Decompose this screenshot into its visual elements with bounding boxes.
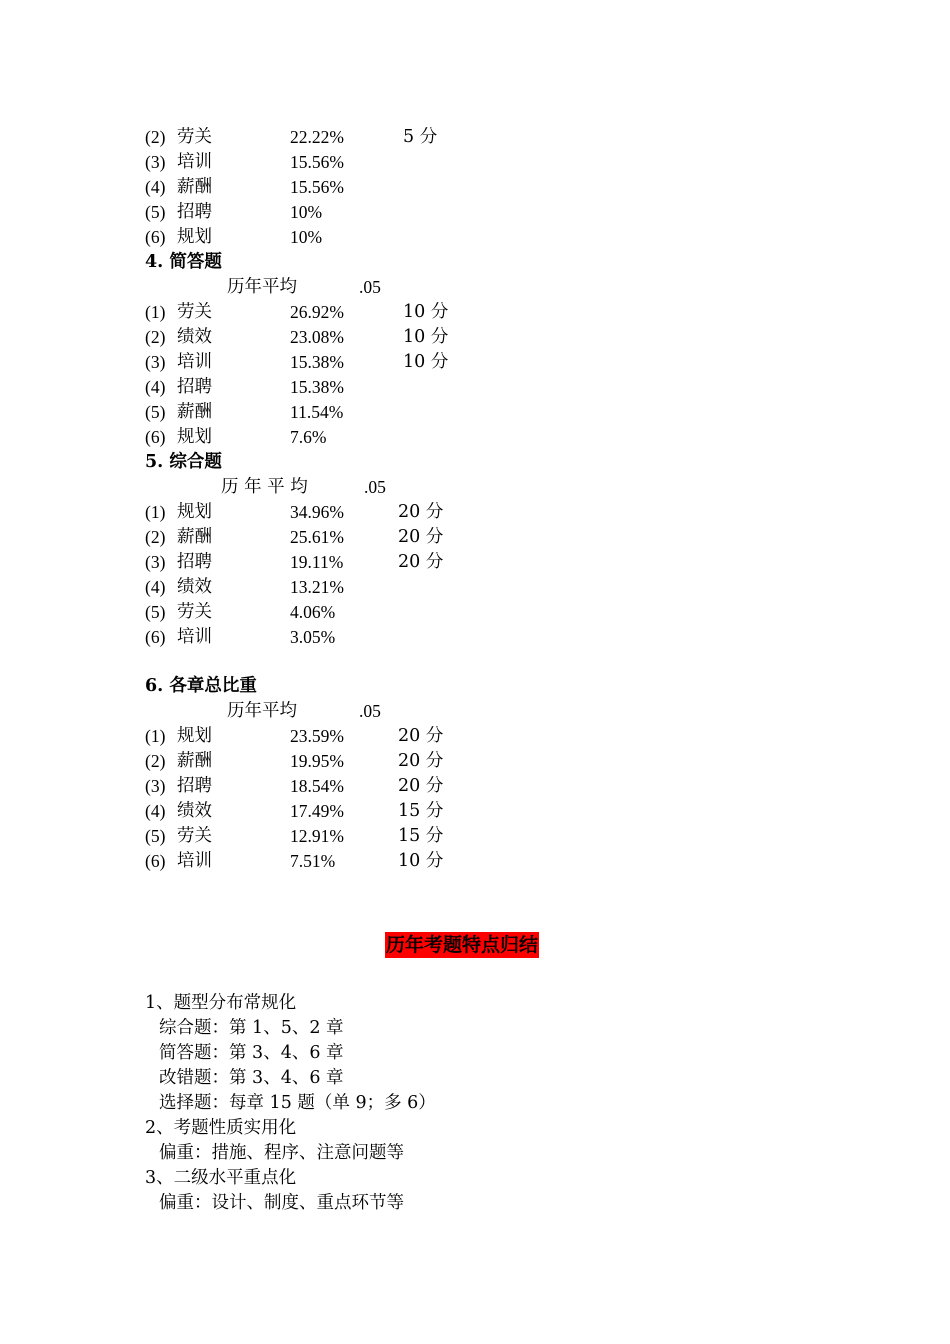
chapter-name: 招聘 (177, 552, 212, 572)
table-row (145, 849, 645, 874)
chapter-name: 规划 (177, 227, 212, 247)
chapter-name: 劳关 (177, 602, 212, 622)
row-number: (3) (145, 776, 166, 796)
percentage: 15.38% (290, 352, 344, 372)
percentage: 23.08% (290, 327, 344, 347)
summary-title: 历年考题特点归结 (386, 934, 539, 956)
table-row (145, 175, 645, 200)
percentage: 4.06% (290, 602, 336, 622)
chapter-name: 绩效 (177, 327, 212, 347)
percentage: 17.49% (290, 801, 344, 821)
row-number: (6) (145, 427, 166, 447)
average-value: .05 (359, 701, 381, 721)
chapter-name: 规划 (177, 726, 212, 746)
summary-subpoint: 选择题：每章 15 题（单 9；多 6） (159, 1093, 436, 1113)
chapter-name: 绩效 (177, 577, 212, 597)
chapter-name: 规划 (177, 502, 212, 522)
score: 10 分 (403, 352, 449, 372)
row-number: (5) (145, 402, 166, 422)
average-row (0, 275, 600, 300)
table-row (145, 125, 645, 150)
percentage: 23.59% (290, 726, 344, 746)
table-row (145, 625, 645, 650)
percentage: 18.54% (290, 776, 344, 796)
percentage: 13.21% (290, 577, 344, 597)
table-row (145, 774, 645, 799)
score: 10 分 (403, 302, 449, 322)
row-number: (1) (145, 302, 166, 322)
average-label: 历年平均 (227, 277, 297, 297)
summary-subpoint: 简答题：第 3、4、6 章 (159, 1043, 344, 1063)
chapter-name: 薪酬 (177, 402, 212, 422)
chapter-name: 绩效 (177, 801, 212, 821)
percentage: 19.11% (290, 552, 344, 572)
row-number: (3) (145, 352, 166, 372)
chapter-name: 招聘 (177, 202, 212, 222)
table-row (145, 525, 645, 550)
table-row (145, 575, 645, 600)
row-number: (2) (145, 327, 166, 347)
average-value: .05 (364, 477, 386, 497)
row-number: (5) (145, 826, 166, 846)
percentage: 10% (290, 202, 323, 222)
chapter-name: 劳关 (177, 302, 212, 322)
average-label: 历 年 平 均 (221, 477, 308, 497)
percentage: 12.91% (290, 826, 344, 846)
chapter-name: 劳关 (177, 127, 212, 147)
percentage: 7.6% (290, 427, 327, 447)
table-row (145, 225, 645, 250)
chapter-name: 招聘 (177, 776, 212, 796)
row-number: (6) (145, 851, 166, 871)
row-number: (5) (145, 602, 166, 622)
percentage: 15.38% (290, 377, 344, 397)
table-row (145, 325, 645, 350)
table-row (145, 824, 645, 849)
section-heading: 6. 各章总比重 (145, 676, 257, 696)
score: 20 分 (398, 776, 444, 796)
row-number: (3) (145, 152, 166, 172)
average-row (0, 699, 600, 724)
summary-point: 3、二级水平重点化 (145, 1168, 297, 1188)
percentage: 7.51% (290, 851, 336, 871)
percentage: 15.56% (290, 177, 344, 197)
chapter-name: 培训 (177, 352, 212, 372)
score: 10 分 (403, 327, 449, 347)
score: 10 分 (398, 851, 444, 871)
row-number: (6) (145, 227, 166, 247)
score: 5 分 (403, 127, 438, 147)
table-row (145, 550, 645, 575)
chapter-name: 劳关 (177, 826, 212, 846)
table-row (145, 749, 645, 774)
summary-subpoint: 改错题：第 3、4、6 章 (159, 1068, 344, 1088)
row-number: (6) (145, 627, 166, 647)
chapter-name: 培训 (177, 152, 212, 172)
summary-subpoint: 综合题：第 1、5、2 章 (159, 1018, 344, 1038)
chapter-name: 培训 (177, 627, 212, 647)
section-heading: 4. 简答题 (145, 252, 222, 272)
percentage: 11.54% (290, 402, 344, 422)
chapter-name: 薪酬 (177, 177, 212, 197)
average-value: .05 (359, 277, 381, 297)
row-number: (1) (145, 502, 166, 522)
table-row (145, 300, 645, 325)
percentage: 26.92% (290, 302, 344, 322)
percentage: 10% (290, 227, 323, 247)
table-row (145, 350, 645, 375)
table-row (145, 375, 645, 400)
summary-point: 1、题型分布常规化 (145, 993, 297, 1013)
table-row (145, 150, 645, 175)
score: 15 分 (398, 801, 444, 821)
table-row (145, 500, 645, 525)
average-row (0, 475, 600, 500)
summary-subpoint: 偏重：设计、制度、重点环节等 (159, 1193, 404, 1213)
row-number: (4) (145, 577, 166, 597)
score: 20 分 (398, 726, 444, 746)
chapter-name: 培训 (177, 851, 212, 871)
chapter-name: 招聘 (177, 377, 212, 397)
score: 20 分 (398, 552, 444, 572)
percentage: 25.61% (290, 527, 344, 547)
row-number: (3) (145, 552, 166, 572)
row-number: (2) (145, 127, 166, 147)
section-heading: 5. 综合题 (145, 452, 222, 472)
summary-point: 2、考题性质实用化 (145, 1118, 297, 1138)
table-row (145, 799, 645, 824)
table-row (145, 425, 645, 450)
score: 20 分 (398, 527, 444, 547)
table-row (145, 400, 645, 425)
score: 20 分 (398, 502, 444, 522)
average-label: 历年平均 (227, 701, 297, 721)
row-number: (4) (145, 801, 166, 821)
chapter-name: 薪酬 (177, 751, 212, 771)
row-number: (2) (145, 751, 166, 771)
score: 15 分 (398, 826, 444, 846)
table-row (145, 600, 645, 625)
percentage: 22.22% (290, 127, 344, 147)
row-number: (1) (145, 726, 166, 746)
table-row (145, 724, 645, 749)
percentage: 15.56% (290, 152, 344, 172)
row-number: (4) (145, 177, 166, 197)
table-row (145, 200, 645, 225)
percentage: 34.96% (290, 502, 344, 522)
row-number: (5) (145, 202, 166, 222)
percentage: 19.95% (290, 751, 344, 771)
row-number: (2) (145, 527, 166, 547)
summary-subpoint: 偏重：措施、程序、注意问题等 (159, 1143, 404, 1163)
row-number: (4) (145, 377, 166, 397)
score: 20 分 (398, 751, 444, 771)
percentage: 3.05% (290, 627, 336, 647)
chapter-name: 规划 (177, 427, 212, 447)
chapter-name: 薪酬 (177, 527, 212, 547)
